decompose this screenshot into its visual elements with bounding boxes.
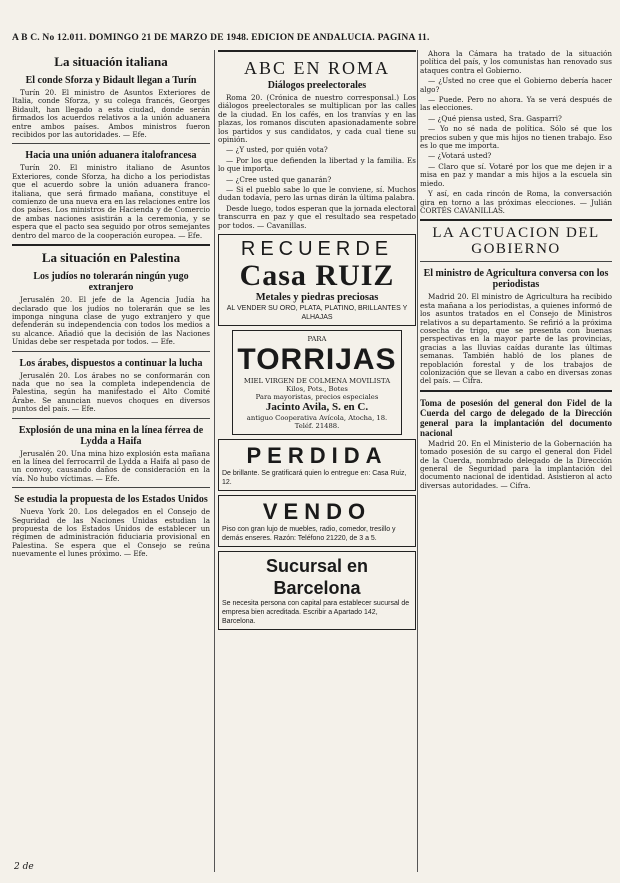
ad-torrijas bbox=[232, 330, 402, 435]
heading-union-aduanera: Hacia una unión aduanera italofrancesa bbox=[25, 150, 197, 162]
article-text: — Por los que defienden la libertad y la familia. Es lo que importa. bbox=[218, 155, 416, 174]
separator bbox=[218, 50, 416, 52]
article-text: — Claro que sí. Votaré por los que me dejen ir a misa en paz y mandar a mis hijos a la escuela sin miedo. bbox=[420, 161, 612, 188]
column-left bbox=[12, 50, 210, 872]
heading-actuacion-gobierno: LA ACTUACION DEL GOBIERNO bbox=[432, 225, 600, 258]
heading-propuesta-eeuu: Se estudia la propuesta de los Estados Unidos bbox=[14, 494, 208, 506]
ad-recuerde: RECUERDE bbox=[240, 238, 394, 261]
article-text: Roma 20. (Crónica de nuestro corresponsal.) Los diálogos preelectorales se multiplican por las calles de la ciudad. En los cafés, en los tranvías y en las plazas, los romanos discuten apasionadamente sobre los partidos y sus candidatos, y cada cual tiene su opinión. bbox=[218, 93, 416, 145]
heading-arabes: Los árabes, dispuestos a continuar la lucha bbox=[19, 357, 203, 369]
article-text: Jerusalén 20. El jefe de la Agencia Judía ha declarado que los judíos no tolerarán que se les imponga ninguna clase de yugo extranjero y que defenderán su independencia con todos los medios a su alcance. Añadió que la decisión de las Naciones Unidas debe ser respetada por todos. — Efe. bbox=[12, 295, 210, 347]
ad-company: Jacinto Avila, S. en C. bbox=[265, 401, 369, 414]
ad-sucursal bbox=[218, 551, 416, 630]
heading-italia: La situación italiana bbox=[54, 54, 168, 69]
separator bbox=[12, 487, 210, 488]
heading-sforza: El conde Sforza y Bidault llegan a Turín bbox=[25, 75, 197, 86]
heading-toma-posesion: Toma de posesión del general don Fidel de la Cuerda del cargo de delegado de la Dirección general para la implantación del documento nacional bbox=[420, 397, 612, 438]
ad-perdida-title: PERDIDA bbox=[246, 443, 388, 469]
article-text: — Yo no sé nada de política. Sólo sé que los precios suben y que mis hijos no tienen trabajo. Eso es lo que me importa. bbox=[420, 124, 612, 151]
separator bbox=[12, 351, 210, 352]
ad-vendo-text: Piso con gran lujo de muebles, radio, comedor, tresillo y demás enseres. Razón: Teléfono 21220, de 3 a 5. bbox=[222, 526, 396, 543]
separator bbox=[420, 390, 612, 392]
separator bbox=[420, 261, 612, 262]
footer-mark: 2 de bbox=[14, 862, 34, 872]
heading-abc-roma: ABC EN ROMA bbox=[243, 58, 390, 78]
ad-vender: AL VENDER SU ORO, PLATA, PLATINO, BRILLANTES Y ALHAJAS bbox=[226, 305, 408, 322]
column-rule bbox=[417, 50, 418, 872]
article-text: Jerusalén 20. Los árabes no se conformarán con nada que no sea la completa independencia de Palestina, según ha manifestado el Alto Comité Árabe. Se anuncian nuevos choques en diversos puntos del país. — Efe. bbox=[12, 370, 210, 414]
article-text: — Puede. Pero no ahora. Ya se verá después de las elecciones. bbox=[420, 95, 612, 113]
heading-dialogos: Diálogos preelectorales bbox=[267, 80, 367, 91]
article-text: — ¿Y usted, por quién vota? bbox=[226, 145, 328, 155]
heading-judios: Los judíos no tolerarán ningún yugo extranjero bbox=[33, 271, 189, 294]
ad-vendo-title: VENDO bbox=[262, 499, 372, 525]
ad-metales: Metales y piedras preciosas bbox=[255, 292, 379, 304]
ad-perdida bbox=[218, 439, 416, 491]
ad-sucursal-title: Sucursal en Barcelona bbox=[265, 556, 369, 599]
article-text: Turín 20. El ministro italiano de Asuntos Exteriores, conde Sforza, ha dicho a los periodistas que el acuerdo sobre la unión aduanera franco-italiana, que será firmado mañana, constituye el comienzo de una nueva era en las relaciones entre los dos países. Los ministros de Hacienda y de Comercio de ambas naciones asistirán a la ceremonia, y se espera que el pacto sea seguido por otros semejantes dentro del marco de la cooperación europea. — Efe. bbox=[12, 163, 210, 240]
heading-palestina: La situación en Palestina bbox=[41, 250, 181, 266]
separator bbox=[12, 418, 210, 419]
ad-line: Para mayoristas, precios especiales bbox=[255, 393, 379, 402]
ad-sucursal-text: Se necesita persona con capital para establecer sucursal de empresa bien acreditada. Escribir a Apartado 142, Barcelona. bbox=[222, 600, 410, 626]
article-text: Nueva York 20. Los delegados en el Consejo de Seguridad de las Naciones Unidas estudian la propuesta de los Estados Unidos de establecer un régimen de administración fiduciaria provisional en Palestina. Se espera que el Consejo se reúna nuevamente el lunes próximo. — Efe. bbox=[12, 507, 210, 559]
ad-torrijas-title: TORRIJAS bbox=[237, 343, 397, 377]
separator bbox=[420, 219, 612, 221]
column-middle bbox=[218, 50, 416, 872]
separator bbox=[12, 244, 210, 246]
ad-casa-ruiz-title: Casa RUIZ bbox=[239, 259, 395, 293]
article-text: Desde luego, todos esperan que la jornada electoral transcurra en paz y que el resultado sea respetado por todos. — Cavanillas. bbox=[218, 203, 416, 230]
article-text: Jerusalén 20. Una mina hizo explosión esta mañana en la línea del ferrocarril de Lydda a Haifa al paso de un convoy, causando daños de consideración en la vía. No hubo víctimas. — Efe. bbox=[12, 448, 210, 483]
ad-casa-ruiz bbox=[218, 234, 416, 326]
article-text: — Si el pueblo sabe lo que le conviene, sí. Muchos dudan todavía, pero las urnas dirán la última palabra. bbox=[218, 185, 416, 203]
ad-vendo bbox=[218, 495, 416, 547]
ad-line: antiguo Cooperativa Avícola, Atocha, 18. Teléf. 21488. bbox=[246, 414, 388, 431]
ad-line: MIEL VIRGEN DE COLMENA MOVILISTA bbox=[243, 377, 391, 386]
article-text: Turín 20. El ministro de Asuntos Exteriores de Italia, conde Sforza, y su colega francés, Georges Bidault, han llegado a esta ciudad, donde serán firmados los acuerdos relativos a la unión aduanera entre ambos países. Ambos ministros fueron recibidos por las autoridades. — Efe. bbox=[12, 88, 210, 140]
column-rule bbox=[214, 50, 215, 872]
ad-line: Kilos, Pots., Botes bbox=[286, 385, 348, 394]
ad-perdida-text: De brillante. Se gratificará quien lo entregue en: Casa Ruiz, 12. bbox=[222, 470, 407, 487]
heading-ministro-agricultura: El ministro de Agricultura conversa con los periodistas bbox=[423, 268, 609, 291]
article-text: Ahora la Cámara ha tratado de la situación política del país, y los comunistas han renovado sus ataques contra el Gobierno. bbox=[420, 50, 612, 75]
heading-explosion: Explosión de una mina en la línea férrea de Lydda a Haifa bbox=[18, 424, 204, 447]
article-text: — ¿Qué piensa usted, Sra. Gasparri? bbox=[428, 113, 562, 123]
masthead: A B C. No 12.011. DOMINGO 21 DE MARZO DE 1948. EDICION DE ANDALUCIA. PAGINA 11. bbox=[12, 33, 430, 43]
separator bbox=[12, 143, 210, 144]
article-text: Madrid 20. El ministro de Agricultura ha recibido esta mañana a los periodistas, a quienes informó de los asuntos tratados en el Consejo de Ministros relativos a su departamento. Se refirió a la próxima cosecha de trigo, que se presenta con buenas perspectivas en la mayor parte de las provincias, gracias a las lluvias caídas durante las últimas semanas. También habló de los planes de repoblación forestal y de los trabajos de colonización que se llevan a cabo en diversas zonas del país. — Cifra. bbox=[420, 292, 612, 386]
article-text: Madrid 20. En el Ministerio de la Gobernación ha tomado posesión de su cargo el general don Fidel de la Cuerda, nombrado delegado de la Dirección general de Seguridad para la implantación del documento nacional de identidad. Asistieron al acto diversas autoridades. — Cifra. bbox=[420, 438, 612, 490]
article-text: Y así, en cada rincón de Roma, la conversación gira en torno a las próximas elecciones. — Julián CORTÉS CAVANILLAS. bbox=[420, 189, 612, 215]
column-right bbox=[420, 50, 612, 872]
article-text: — ¿Cree usted que ganarán? bbox=[226, 174, 332, 184]
ad-para: PARA bbox=[307, 335, 327, 344]
article-text: — ¿Votará usted? bbox=[428, 151, 492, 161]
article-text: — ¿Usted no cree que el Gobierno debería hacer algo? bbox=[420, 76, 612, 94]
